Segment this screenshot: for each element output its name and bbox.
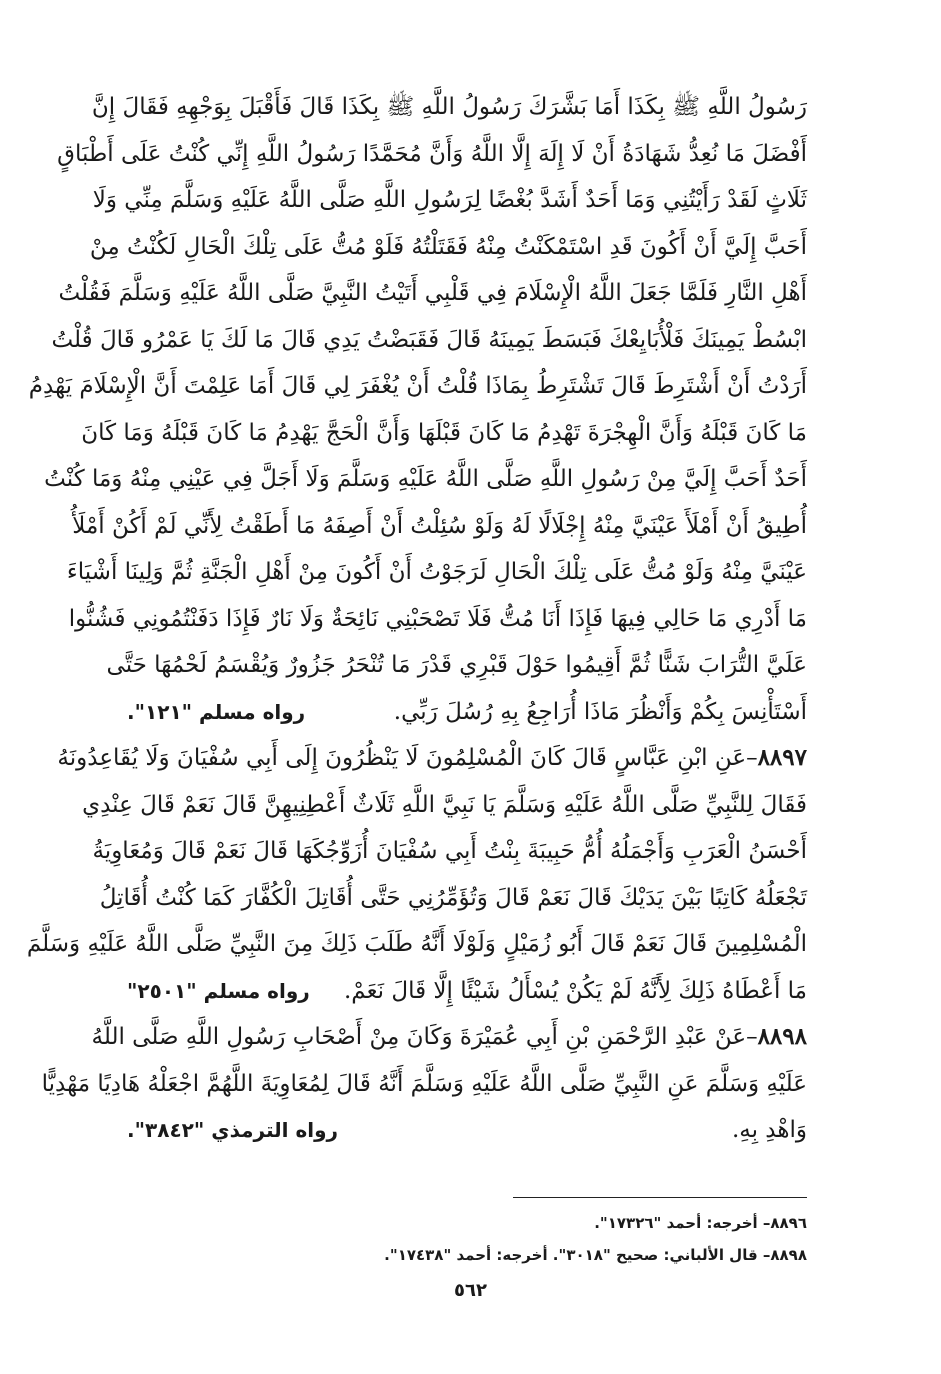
text-line-with-source <box>127 968 807 1015</box>
hadith-8897-opening: –عَنِ ابْنِ عَبَّاسٍ قَالَ كَانَ الْمُسْلِمُونَ لَا يَنْظُرُونَ إِلَى أَبِي سُفْيَانَ وَلَا يُقَاعِدُونَهُ <box>57 745 758 771</box>
footnote-8896: ٨٨٩٦– أخرجه: أحمد "١٧٣٢٦". <box>594 1214 807 1232</box>
page-number: ٥٦٢ <box>454 1280 487 1301</box>
footnote-divider <box>513 1197 807 1198</box>
text-line: أَحَدٌ أَحَبَّ إِلَيَّ مِنْ رَسُولِ اللَّهِ صَلَّى اللَّهُ عَلَيْهِ وَسَلَّمَ وَلَا أَجَلَّ فِي عَيْنِي مِنْهُ وَمَا كُنْتُ <box>44 466 807 492</box>
text-line-with-source <box>127 689 807 736</box>
hadith-8898-first-line <box>91 1014 807 1061</box>
text-line: فَقَالَ لِلنَّبِيِّ صَلَّى اللَّهُ عَلَيْهِ وَسَلَّمَ يَا نَبِيَّ اللَّهِ ثَلَاثٌ أَعْطِنِيهِنَّ قَالَ نَعَمْ قَالَ عِنْدِي <box>82 791 807 818</box>
text-line: رَسُولُ اللَّهِ ﷺ بِكَذَا أَمَا بَشَّرَكَ رَسُولُ اللَّهِ ﷺ بِكَذَا قَالَ فَأَقْبَلَ بِوَجْهِهِ فَقَالَ إِنَّ <box>91 94 807 120</box>
text-line: أَهْلِ النَّارِ فَلَمَّا جَعَلَ اللَّهُ الْإِسْلَامَ فِي قَلْبِي أَتَيْتُ النَّبِيَّ صَلَّى اللَّهُ عَلَيْهِ وَسَلَّمَ فَقُلْتُ <box>58 280 807 306</box>
text-line: أُطِيقُ أَنْ أَمْلَأَ عَيْنَيَّ مِنْهُ إِجْلَالًا لَهُ وَلَوْ سُئِلْتُ أَنْ أَصِفَهُ مَا أَطَقْتُ لِأَنِّي لَمْ أَكُنْ أَمْلَأُ <box>72 512 807 539</box>
text-line: عَيْنَيَّ مِنْهُ وَلَوْ مُتُّ عَلَى تِلْكَ الْحَالِ لَرَجَوْتُ أَنْ أَكُونَ مِنْ أَهْلِ الْجَنَّةِ ثُمَّ وَلِينَا أَشْيَاءَ <box>66 559 807 585</box>
hadith-number-8898: ٨٨٩٨ <box>757 1023 807 1050</box>
text-line-end: وَاهْدِ بِهِ. <box>731 1117 807 1143</box>
footnote-8898: ٨٨٩٨– قال الألباني: صحيح "٣٠١٨". أخرجه: أحمد "١٧٤٣٨". <box>384 1246 807 1264</box>
hadith-8897-first-line <box>57 735 807 782</box>
text-line: أَرَدْتُ أَنْ أَشْتَرِطَ قَالَ تَشْتَرِطُ بِمَاذَا قُلْتُ أَنْ يُغْفَرَ لِي قَالَ أَمَا عَلِمْتَ أَنَّ الْإِسْلَامَ يَهْدِمُ <box>28 373 807 399</box>
text-line: أَحْسَنُ الْعَرَبِ وَأَجْمَلُهُ أُمُّ حَبِيبَةَ بِنْتُ أَبِي سُفْيَانَ أُزَوِّجُكَهَا قَالَ نَعَمْ قَالَ وَمُعَاوِيَةُ <box>92 838 807 864</box>
text-line: عَلَيَّ التُّرَابَ شَنًّا ثُمَّ أَقِيمُوا حَوْلَ قَبْرِي قَدْرَ مَا تُنْحَرُ جَزُورٌ وَيُقْسَمُ لَحْمُهَا حَتَّى <box>106 652 807 678</box>
text-line-end: مَا أَعْطَاهُ ذَلِكَ لِأَنَّهُ لَمْ يَكُنْ يُسْأَلُ شَيْئًا إِلَّا قَالَ نَعَمْ. <box>343 977 807 1004</box>
text-line: مَا أَدْرِي مَا حَالِي فِيهَا فَإِذَا أَنَا مُتُّ فَلَا تَصْحَبْنِي نَائِحَةٌ وَلَا نَارٌ فَإِذَا دَفَنْتُمُونِي فَشُنُّوا <box>68 605 807 632</box>
text-line: أَفْضَلَ مَا نُعِدُّ شَهَادَةُ أَنْ لَا إِلَهَ إِلَّا اللَّهُ وَأَنَّ مُحَمَّدًا رَسُولُ اللَّهِ إِنِّي كُنْتُ عَلَى أَطْبَاقٍ <box>57 140 807 167</box>
hadith-source-8896: رواه مسلم "١٢١". <box>127 699 306 724</box>
footnotes <box>127 1207 807 1271</box>
text-line: مَا كَانَ قَبْلَهُ وَأَنَّ الْهِجْرَةَ تَهْدِمُ مَا كَانَ قَبْلَهَا وَأَنَّ الْحَجَّ يَهْدِمُ مَا كَانَ قَبْلَهُ وَمَا كَانَ <box>81 419 807 446</box>
text-line: الْمُسْلِمِينَ قَالَ نَعَمْ قَالَ أَبُو زُمَيْلٍ وَلَوْلَا أَنَّهُ طَلَبَ ذَلِكَ مِنَ النَّبِيِّ صَلَّى اللَّهُ عَلَيْهِ وَسَلَّمَ <box>26 931 807 957</box>
hadith-number-8897: ٨٨٩٧ <box>757 744 807 771</box>
text-line-with-source <box>127 1107 807 1154</box>
text-line: عَلَيْهِ وَسَلَّمَ عَنِ النَّبِيِّ صَلَّى اللَّهُ عَلَيْهِ وَسَلَّمَ أَنَّهُ قَالَ لِمُعَاوِيَةَ اللَّهُمَّ اجْعَلْهُ هَادِيًا مَهْدِيًّا <box>41 1070 807 1097</box>
hadith-source-8898: رواه الترمذي "٣٨٤٢". <box>127 1118 339 1142</box>
text-line: أَحَبَّ إِلَيَّ أَنْ أَكُونَ قَدِ اسْتَمْكَنْتُ مِنْهُ فَقَتَلْتُهُ فَلَوْ مُتُّ عَلَى تِلْكَ الْحَالِ لَكُنْتُ مِنْ <box>89 233 807 260</box>
text-line: ابْسُطْ يَمِينَكَ فَلْأُبَايِعْكَ فَبَسَطَ يَمِينَهُ قَالَ فَقَبَضْتُ يَدِي قَالَ مَا لَكَ يَا عَمْرُو قَالَ قُلْتُ <box>51 326 807 353</box>
text-line: ثَلَاثٍ لَقَدْ رَأَيْتُنِي وَمَا أَحَدٌ أَشَدَّ بُغْضًا لِرَسُولِ اللَّهِ صَلَّى اللَّهُ عَلَيْهِ وَسَلَّمَ مِنِّي وَلَا <box>92 187 807 213</box>
main-text <box>26 84 807 1154</box>
hadith-source-8897: رواه مسلم "٢٥٠١" <box>127 978 310 1003</box>
hadith-8898-opening: –عَنْ عَبْدِ الرَّحْمَنِ بْنِ أَبِي عُمَيْرَةَ وَكَانَ مِنْ أَصْحَابِ رَسُولِ اللَّهِ صَلَّى اللَّهُ <box>91 1024 758 1050</box>
text-line: تَجْعَلُهُ كَاتِبًا بَيْنَ يَدَيْكَ قَالَ نَعَمْ قَالَ وَتُؤَمِّرُنِي حَتَّى أُقَاتِلَ الْكُفَّارَ كَمَا كُنْتُ أُقَاتِلُ <box>99 884 807 911</box>
text-line-end: أَسْتَأْنِسَ بِكُمْ وَأَنْظُرَ مَاذَا أُرَاجِعُ بِهِ رُسُلَ رَبِّي. <box>393 698 807 725</box>
